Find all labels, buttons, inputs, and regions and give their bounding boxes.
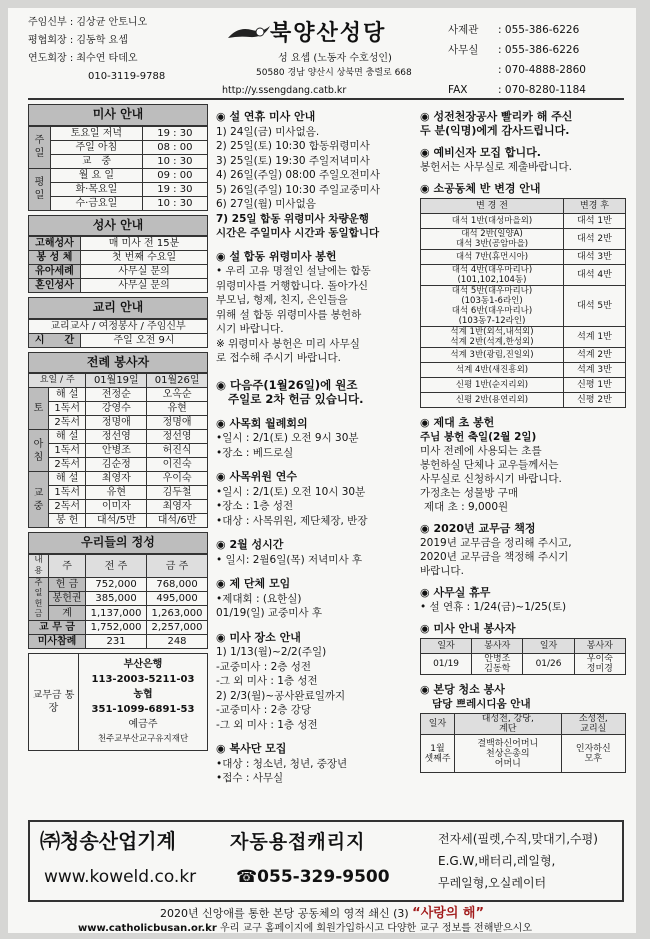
- text-item: 석계 2반: [564, 348, 626, 363]
- text-item: 부모님, 형제, 친지, 은인들을: [216, 294, 348, 306]
- text-item: 대석 3반: [564, 250, 626, 265]
- text-item: 최영자: [86, 472, 147, 486]
- text-item: 화·목요일: [51, 182, 143, 196]
- text-item: 미사 전례에 사용되는 초를: [420, 445, 542, 457]
- text-item: 해 설: [49, 430, 86, 444]
- text-item: -교중미사 : 2층 강당: [216, 704, 312, 716]
- text-item: 평협회장: [28, 35, 67, 46]
- text-item: 봉 헌: [49, 514, 86, 528]
- mass-table: [28, 126, 208, 211]
- text-item: 담당 쁘레시디움 안내: [432, 698, 531, 710]
- text-item: 6) 27일(월) 미사없음: [216, 198, 316, 210]
- text-item: 사무실: [448, 44, 479, 56]
- text-item: 752,000: [86, 578, 147, 592]
- text-item: 768,000: [147, 578, 208, 592]
- text-item: 헌 금: [49, 578, 86, 592]
- parish-emblem-icon: [226, 22, 272, 44]
- text-item: •장소 : 1층 성전: [216, 500, 294, 512]
- offering-table: [28, 554, 208, 649]
- text-item: 대석 7반(휴먼시아): [421, 250, 564, 265]
- text-item: 변 경 전: [421, 199, 564, 214]
- text-item: 월 요 일: [51, 168, 143, 182]
- text-item: 요일: [39, 375, 58, 386]
- footer-line: [78, 922, 638, 935]
- text-item: 070-4888-2860: [504, 64, 586, 76]
- text-item: 대석 4반: [564, 265, 626, 286]
- text-item: 아침: [29, 430, 49, 472]
- text-item: 봉헌서는 사무실로 제출바랍니다.: [420, 161, 573, 173]
- text-item: 성전천장공사 빨리카 해 주신: [433, 110, 573, 123]
- text-item: •제대회 : (요한실): [216, 592, 302, 605]
- text-item: 두 분(익명)에게 감사드립니다.: [420, 124, 570, 137]
- text-item: 제대 초 : 9,000원: [424, 501, 509, 513]
- text-item: 혼인성사: [29, 279, 81, 293]
- text-item: 교무금 통장: [29, 653, 79, 750]
- text-item: 우이숙: [147, 472, 208, 486]
- text-item: 오옥순: [147, 388, 208, 402]
- footer-slogan: [8, 906, 636, 923]
- holy-hour-title: ◉ 2월 성시간: [216, 538, 414, 553]
- text-item: 전 주: [86, 554, 147, 577]
- altar-candle-title: ◉ 제대 초 봉헌: [420, 416, 626, 430]
- text-item: 정선영: [147, 430, 208, 444]
- council-meeting-title: ◉ 사목회 월례회의: [216, 417, 414, 432]
- community-change-title: ◉ 소공동체 반 변경 안내: [420, 182, 626, 196]
- office-closed-title: ◉ 사무실 휴무: [420, 586, 626, 600]
- text-item: 4) 26일(주일) 08:00 주일오전미사: [216, 169, 380, 181]
- text-item: 01/19: [421, 654, 472, 675]
- text-item: 대석 2반: [564, 229, 626, 250]
- text-item: 2) 2/3(월)~공사완료일까지: [216, 689, 346, 702]
- text-item: 495,000: [147, 592, 208, 606]
- text-item: •일시 : 2/1(토) 오전 10시 30분: [216, 485, 366, 498]
- mass-title: 미사 안내: [28, 104, 208, 126]
- text-item: 시간은 주일미사 시간과 동일합니다: [216, 227, 380, 239]
- text-item: 교 중: [51, 154, 143, 168]
- sacraments-table: [28, 236, 208, 293]
- text-item: -그 외 미사 : 1층 성전: [216, 675, 318, 687]
- text-item: 연도회장: [28, 53, 67, 64]
- text-item: 070-8280-1184: [504, 84, 586, 96]
- text-item: 봉사자: [472, 639, 523, 654]
- text-item: 08 : 00: [142, 140, 207, 154]
- text-item: 신평 2반(용연리외): [421, 393, 564, 408]
- text-item: 토요일 저녁: [51, 126, 143, 140]
- text-item: 우리 교구 홈페이지에 회원가입하시고 다양한 교구 정보를 전해받으시오: [219, 923, 533, 934]
- text-item: 고해성사: [29, 237, 81, 251]
- text-item: 금 주: [147, 554, 208, 577]
- text-item: FAX: [448, 84, 468, 96]
- text-item: 김순정: [86, 458, 147, 472]
- text-item: 1,137,000: [86, 606, 147, 620]
- text-item: 1) 24일(금) 미사없음.: [216, 125, 320, 138]
- header: [8, 8, 636, 98]
- text-item: 09 : 00: [142, 168, 207, 182]
- text-item: 일자: [523, 639, 574, 654]
- mass-guides-table: [420, 638, 626, 675]
- text-item: 결백하신어머니 천상은총의 어머니: [455, 735, 562, 773]
- text-item: 계: [49, 606, 86, 620]
- text-item: 가정초는 성물방 구매: [420, 487, 518, 499]
- clergy-info: 주임신부 : 김상균 안토니오 평협회장 : 김동학 요셉 연도회장 : 최수연 타데오 010-3119-9788: [28, 14, 204, 86]
- mass-guides-title: ◉ 미사 안내 봉사자: [420, 622, 626, 636]
- text-item: 위령미사를 거행합니다. 돌아가신: [216, 279, 369, 292]
- community-change-table: [420, 198, 626, 408]
- cleaning-table: [420, 713, 626, 773]
- text-item: •대상 : 청소년, 청년, 중장년: [216, 757, 348, 770]
- text-item: 농협: [133, 688, 153, 700]
- text-item: 석계 4반(새진흥외): [421, 363, 564, 378]
- text-item: 이진숙: [147, 458, 208, 472]
- text-item: 인자하신 모후: [561, 735, 625, 773]
- text-item: 신평 1반: [564, 378, 626, 393]
- address: 50580 경남 양산시 상북면 충렬로 668: [256, 68, 412, 78]
- text-item: 2019년 교무금을 정리해 주시고,: [420, 537, 572, 549]
- text-item: 1독서: [49, 444, 86, 458]
- text-item: •일시 : 2/1(토) 오전 9시 30분: [216, 432, 359, 444]
- text-item: 강영수: [86, 402, 147, 416]
- text-item: 2독서: [49, 500, 86, 514]
- text-item: 유현: [86, 486, 147, 500]
- text-item: 주일 아침: [51, 140, 143, 154]
- header-rule: [28, 98, 624, 100]
- text-item: 10 : 30: [142, 196, 207, 210]
- text-item: 신평 1반(순지리외): [421, 378, 564, 393]
- offering-title: 우리들의 정성: [28, 532, 208, 554]
- text-item: •대상 : 사목위원, 제단체장, 반장: [216, 514, 368, 527]
- text-item: 정명애: [86, 416, 147, 430]
- text-item: 1,752,000: [86, 620, 147, 634]
- text-item: 사무실 문의: [81, 279, 208, 293]
- ad-company: ㈜청송산업기계: [40, 829, 176, 853]
- text-item: 일자: [421, 714, 455, 735]
- text-item: • 설 연휴 : 1/24(금)~1/25(토): [420, 601, 567, 613]
- text-item: 113-2003-5211-03: [91, 673, 195, 685]
- parish-name: 북양산성당: [270, 21, 387, 46]
- text-item: 1독서: [49, 486, 86, 500]
- text-item: 매 미사 전 15분: [81, 237, 208, 251]
- text-item: 교중: [29, 472, 49, 528]
- text-item: 대석 4반(대우마리나) (101,102,104동): [421, 265, 564, 286]
- bank-table: [28, 653, 208, 751]
- text-item: 정명애: [147, 416, 208, 430]
- text-item: 대성전, 강당, 계단: [455, 714, 562, 735]
- text-item: 1,263,000: [147, 606, 208, 620]
- text-item: 시기 바랍니다.: [216, 323, 284, 335]
- text-item: “사랑의 해”: [412, 906, 485, 921]
- text-item: 최수연 타데오: [76, 53, 138, 64]
- text-item: 위해 설 합동 위령미사를 봉헌하: [216, 308, 362, 321]
- text-item: 19 : 30: [142, 182, 207, 196]
- bulletin-page: [8, 8, 636, 933]
- text-item: 예금주: [128, 718, 158, 730]
- text-item: •장소 : 베드로실: [216, 446, 294, 459]
- text-item: 봉 성 체: [29, 251, 81, 265]
- text-item: 010-3119-9788: [88, 71, 166, 82]
- text-item: 주일: [29, 126, 51, 168]
- text-item: 김두철: [147, 486, 208, 500]
- thanks-note: [420, 110, 626, 138]
- text-item: -교중미사 : 2층 성전: [216, 660, 312, 673]
- text-item: 해 설: [49, 388, 86, 402]
- text-item: 이미자: [86, 500, 147, 514]
- text-item: ※ 위령미사 봉헌은 미리 사무실: [216, 337, 360, 350]
- text-item: 7) 25일 합동 위령미사 차량운행: [216, 212, 369, 225]
- text-item: 석계 1반: [564, 327, 626, 348]
- text-item: 2) 25일(토) 10:30 합동위령미사: [216, 140, 370, 152]
- text-item: 부산은행: [123, 658, 163, 670]
- text-item: 5) 26일(주일) 10:30 주일교중미사: [216, 183, 380, 196]
- text-item: 대석 2반(일양A) 대석 3반(공암마을): [421, 229, 564, 250]
- text-item: 토: [29, 388, 49, 430]
- text-item: 무레일형,오실레이터: [438, 876, 547, 890]
- text-item: • 일시: 2월6일(목) 저녁미사 후: [216, 553, 363, 566]
- text-item: 1) 1/13(월)~2/2(주일): [216, 646, 327, 658]
- text-item: 주: [49, 554, 86, 577]
- text-item: 안병조: [86, 444, 147, 458]
- text-item: 351-1099-6891-53: [91, 703, 195, 715]
- text-item: 01월26일: [147, 374, 208, 388]
- text-item: 로 접수해 주시기 바랍니다.: [216, 352, 341, 364]
- altar-boys-title: ◉ 복사단 모집: [216, 742, 414, 757]
- text-item: 봉사자: [574, 639, 625, 654]
- text-item: 미사참례: [29, 634, 86, 648]
- center-column: [216, 110, 414, 786]
- text-item: 주일로 2차 헌금 있습니다.: [228, 392, 364, 406]
- text-item: 231: [86, 634, 147, 648]
- text-item: 석계 3반(광림,진일외): [421, 348, 564, 363]
- text-item: 첫 번째 수요일: [81, 251, 208, 265]
- table-cell: [79, 653, 208, 750]
- text-item: 석계 1반(외석,내석외) 석계 2반(석계,한성외): [421, 327, 564, 348]
- text-item: 평일: [29, 168, 51, 210]
- text-item: 19 : 30: [142, 126, 207, 140]
- text-item: 주일 오전 9시: [81, 333, 208, 347]
- text-item: 01월19일: [86, 374, 147, 388]
- text-item: 일자: [421, 639, 472, 654]
- text-item: 3) 25일(토) 19:30 주일저녁미사: [216, 154, 370, 167]
- text-item: 유현: [147, 402, 208, 416]
- text-item: 01/26: [523, 654, 574, 675]
- text-item: 소성전, 교리실: [561, 714, 625, 735]
- text-item: 주님 봉헌 축일(2월 2일): [420, 431, 537, 443]
- text-item: -그 외 미사 : 1층 성전: [216, 718, 318, 731]
- text-item: 교 무 금: [29, 620, 86, 634]
- text-item: 봉헌권: [49, 592, 86, 606]
- text-item: 시 간: [29, 333, 81, 347]
- altar-title: 전례 봉사자: [28, 352, 208, 374]
- ad-phone: ☎055-329-9500: [236, 867, 390, 887]
- diocese-url[interactable]: www.catholicbusan.or.kr: [78, 923, 217, 934]
- text-item: 신평 2반: [564, 393, 626, 408]
- text-item: 석계 3반: [564, 363, 626, 378]
- text-item: 055-386-6226: [504, 24, 580, 36]
- text-item: 안병조 김동학: [472, 654, 523, 675]
- text-item: 전자세(필렛,수직,맞대기,수평): [438, 832, 598, 846]
- patron: 성 요셉 (노동자 수호성인): [278, 53, 392, 64]
- text-item: 대석 5반: [564, 286, 626, 327]
- left-column: [28, 104, 208, 751]
- text-item: 대석 1반(대성마을외): [421, 214, 564, 229]
- text-item: 2020년 교무금을 책정해 주시기: [420, 551, 569, 563]
- text-item: 대석/6반: [147, 514, 208, 528]
- mass-location-title: ◉ 미사 장소 안내: [216, 631, 414, 646]
- text-item: 해 설: [49, 472, 86, 486]
- text-item: 248: [147, 634, 208, 648]
- text-item: 2독서: [49, 416, 86, 430]
- text-item: 1독서: [49, 402, 86, 416]
- contact-list: 사제관 : 055-386-6226 사무실 : 055-386-6226 : 070-4888-2860 FAX : 070-8280-1184: [448, 20, 633, 100]
- council-training-title: ◉ 사목위원 연수: [216, 470, 414, 485]
- text-item: 허진식: [147, 444, 208, 458]
- text-item: E.G.W,배터리,레일형,: [438, 854, 556, 868]
- text-item: 천주교부산교구유지재단: [97, 733, 189, 744]
- memorial-mass-title: ◉ 설 합동 위령미사 봉헌: [216, 250, 414, 265]
- dues-title: ◉ 2020년 교무금 책정: [420, 522, 626, 536]
- ad-items: [438, 828, 598, 894]
- text-item: 주: [65, 375, 75, 386]
- right-column: [420, 110, 626, 773]
- text-item: 2020년 신앙애를 통한 본당 공동체의 영적 쇄신 (3): [159, 907, 409, 920]
- text-item: 유아세례: [29, 265, 81, 279]
- ad-website[interactable]: www.koweld.co.kr: [44, 867, 197, 887]
- website[interactable]: http://y.ssengdang.catb.kr: [222, 85, 347, 96]
- text-item: 주임신부: [28, 17, 67, 28]
- ad-title: 자동용접캐리지: [230, 831, 366, 853]
- sacraments-title: 성사 안내: [28, 215, 208, 237]
- text-item: 교리교사 / 여정봉사 / 주임신부: [29, 319, 208, 333]
- text-item: 수·금요일: [51, 196, 143, 210]
- altar-table: [28, 373, 208, 528]
- catechism-title: 교리 안내: [28, 297, 208, 319]
- text-item: 정선영: [86, 430, 147, 444]
- group-meeting-title: ◉ 제 단체 모임: [216, 577, 414, 592]
- text-item: 김상균 안토니오: [76, 17, 148, 28]
- text-item: 주일헌금: [29, 578, 49, 621]
- ad-banner: [28, 820, 624, 902]
- text-item: 사무실 문의: [81, 265, 208, 279]
- second-collection-title: ◉ 다음주(1월26일)에 원조: [216, 378, 414, 393]
- text-item: 김동학 요셉: [76, 35, 128, 46]
- text-item: 01/19(일) 교중미사 후: [216, 607, 322, 619]
- text-item: 385,000: [86, 592, 147, 606]
- text-item: 대석/5반: [86, 514, 147, 528]
- text-item: 2,257,000: [147, 620, 208, 634]
- text-item: 변경 후: [564, 199, 626, 214]
- text-item: 대석 5반(대우마리나) (103동1-6라인) 대석 6반(대우마리나) (103동7-12라인): [421, 286, 564, 327]
- text-item: 바랍니다.: [420, 565, 464, 577]
- catechism-table: [28, 319, 208, 348]
- text-item: 사무실로 신청하시기 바랍니다.: [420, 473, 562, 485]
- holiday-mass-title: ◉ 설 연휴 미사 안내: [216, 110, 414, 125]
- text-item: •접수 : 사무실: [216, 772, 284, 784]
- catechumen-title: ◉ 예비신자 모집 합니다.: [420, 146, 626, 160]
- text-item: 2독서: [49, 458, 86, 472]
- text-item: 전정순: [86, 388, 147, 402]
- cleaning-title: ◉ 본당 청소 봉사: [420, 683, 626, 697]
- text-item: 055-386-6226: [504, 44, 580, 56]
- text-item: 대석 1반: [564, 214, 626, 229]
- text-item: 우이숙 정미경: [574, 654, 625, 675]
- text-item: • 우리 고유 명절인 설날에는 합동: [216, 265, 371, 277]
- text-item: 내용: [29, 554, 49, 577]
- text-item: 최영자: [147, 500, 208, 514]
- text-item: 1월 셋째주: [421, 735, 455, 773]
- text-item: 봉헌하실 단체나 교우들께서는: [420, 459, 559, 471]
- text-item: 10 : 30: [142, 154, 207, 168]
- table-cell: 요일 / 주: [29, 374, 86, 388]
- text-item: 사제관: [448, 24, 479, 36]
